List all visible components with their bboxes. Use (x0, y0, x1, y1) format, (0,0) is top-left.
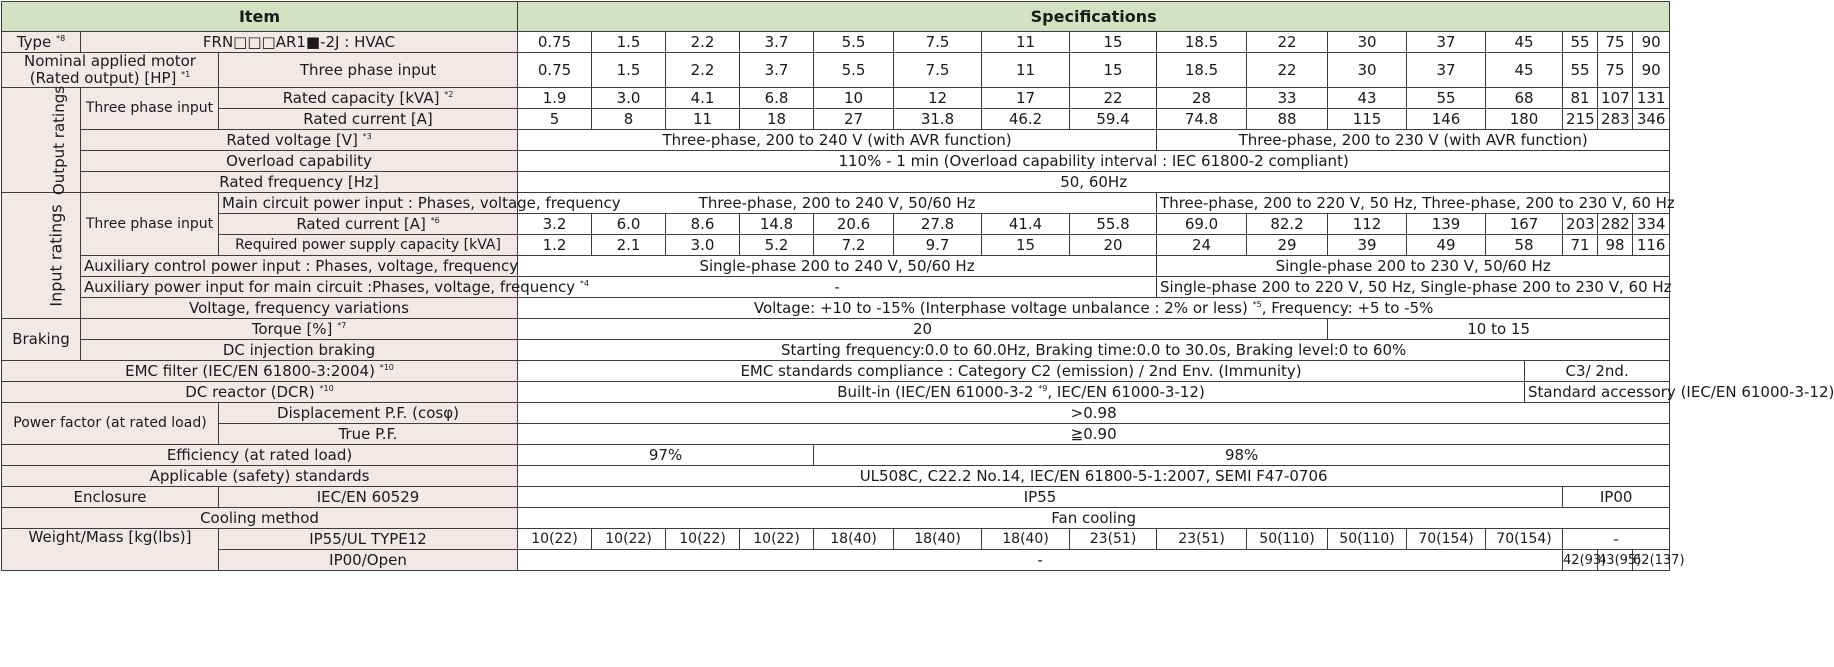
aux-main-row (2, 277, 1670, 298)
aux-control-a: Single-phase 200 to 240 V, 50/60 Hz (518, 256, 1157, 277)
rated-capacity-value: 55 (1407, 88, 1486, 109)
weight-ip55-value: 50(110) (1247, 529, 1328, 550)
input-current-value: 139 (1407, 214, 1486, 235)
motor-row (2, 53, 1670, 88)
output-current-value: 180 (1486, 109, 1563, 130)
output-current-value: 27 (814, 109, 894, 130)
efficiency-label: Efficiency (at rated load) (2, 445, 518, 466)
output-current-value: 8 (592, 109, 666, 130)
dc-braking-row (2, 340, 1670, 361)
motor-value: 75 (1598, 53, 1633, 88)
aux-main-a: - (518, 277, 1157, 298)
rated-voltage-row (2, 130, 1670, 151)
item-header: Item (2, 2, 518, 32)
input-current-value: 203 (1563, 214, 1598, 235)
motor-sub-label: Three phase input (219, 53, 518, 88)
supply-capacity-value: 15 (982, 235, 1070, 256)
rated-capacity-value: 68 (1486, 88, 1563, 109)
motor-value: 15 (1070, 53, 1157, 88)
efficiency-a: 97% (518, 445, 814, 466)
aux-main-b: Single-phase 200 to 220 V, 50 Hz, Single-phase 200 to 230 V, 60 Hz (1157, 277, 1670, 298)
rated-capacity-value: 4.1 (666, 88, 740, 109)
weight-ip55-value: 23(51) (1157, 529, 1247, 550)
specifications-header: Specifications (518, 2, 1670, 32)
output-current-value: 88 (1247, 109, 1328, 130)
rated-capacity-label: Rated capacity [kVA] $^{*2}$ (219, 88, 518, 109)
motor-value: 11 (982, 53, 1070, 88)
type-value: 75 (1598, 32, 1633, 53)
motor-value: 22 (1247, 53, 1328, 88)
type-value: 45 (1486, 32, 1563, 53)
aux-control-label: Auxiliary control power input : Phases, voltage, frequency (81, 256, 518, 277)
output-ratings-group-label: Output ratings (2, 88, 81, 193)
dcr-row (2, 382, 1670, 403)
rated-capacity-value: 43 (1328, 88, 1407, 109)
motor-value: 0.75 (518, 53, 592, 88)
overload-row (2, 151, 1670, 172)
rated-voltage-label: Rated voltage [V] $^{*3}$ (81, 130, 518, 151)
efficiency-row (2, 445, 1670, 466)
weight-label: Weight/Mass [kg(lbs)] (2, 529, 219, 571)
type-value: 90 (1633, 32, 1670, 53)
variation-row (2, 298, 1670, 319)
input-current-value: 3.2 (518, 214, 592, 235)
true-pf-label: True P.F. (219, 424, 518, 445)
output-current-value: 146 (1407, 109, 1486, 130)
output-rated-current-label: Rated current [A] (219, 109, 518, 130)
standards-value: UL508C, C22.2 No.14, IEC/EN 61800-5-1:2007, SEMI F47-0706 (518, 466, 1670, 487)
true-pf-value: ≧0.90 (518, 424, 1670, 445)
braking-label: Braking (2, 319, 81, 361)
weight-ip55-value: 70(154) (1486, 529, 1563, 550)
supply-capacity-value: 20 (1070, 235, 1157, 256)
motor-value: 18.5 (1157, 53, 1247, 88)
output-current-value: 11 (666, 109, 740, 130)
efficiency-b: 98% (814, 445, 1670, 466)
power-factor-label: Power factor (at rated load) (2, 403, 219, 445)
dcr-b: Standard accessory (IEC/EN 61000-3-12) (1525, 382, 1670, 403)
supply-capacity-value: 24 (1157, 235, 1247, 256)
variation-value: Voltage: +10 to -15% (Interphase voltage unbalance : 2% or less) $^{*5}$, Frequency: +5 to -5% (518, 298, 1670, 319)
motor-value: 3.7 (740, 53, 814, 88)
rated-capacity-value: 22 (1070, 88, 1157, 109)
main-power-row (2, 193, 1670, 214)
input-current-value: 69.0 (1157, 214, 1247, 235)
enclosure-row (2, 487, 1670, 508)
type-value: 5.5 (814, 32, 894, 53)
type-value: 11 (982, 32, 1070, 53)
aux-main-label: Auxiliary power input for main circuit :Phases, voltage, frequency $^{*4}$ (81, 277, 518, 298)
cooling-value: Fan cooling (518, 508, 1670, 529)
weight-ip55-value: 18(40) (982, 529, 1070, 550)
type-value: 7.5 (894, 32, 982, 53)
supply-capacity-value: 7.2 (814, 235, 894, 256)
header-row (2, 2, 1670, 32)
torque-a: 20 (518, 319, 1328, 340)
rated-voltage-a: Three-phase, 200 to 240 V (with AVR function) (518, 130, 1157, 151)
output-current-value: 5 (518, 109, 592, 130)
specifications-table (1, 1, 1834, 571)
output-current-row (2, 109, 1670, 130)
cooling-row (2, 508, 1670, 529)
weight-ip00-value: 62(137) (1633, 550, 1670, 571)
supply-capacity-value: 98 (1598, 235, 1633, 256)
output-current-value: 283 (1598, 109, 1633, 130)
input-current-value: 6.0 (592, 214, 666, 235)
type-value: 2.2 (666, 32, 740, 53)
enclosure-b: IP00 (1563, 487, 1670, 508)
supply-capacity-value: 29 (1247, 235, 1328, 256)
input-ratings-group-label: Input ratings (2, 193, 81, 319)
rated-capacity-value: 3.0 (592, 88, 666, 109)
supply-capacity-value: 116 (1633, 235, 1670, 256)
output-current-value: 18 (740, 109, 814, 130)
input-rated-current-label: Rated current [A] $^{*6}$ (219, 214, 518, 235)
main-power-a: Three-phase, 200 to 240 V, 50/60 Hz (518, 193, 1157, 214)
supply-capacity-value: 2.1 (592, 235, 666, 256)
enclosure-a: IP55 (518, 487, 1563, 508)
rated-capacity-value: 10 (814, 88, 894, 109)
aux-control-b: Single-phase 200 to 230 V, 50/60 Hz (1157, 256, 1670, 277)
output-current-value: 115 (1328, 109, 1407, 130)
main-power-b: Three-phase, 200 to 220 V, 50 Hz, Three-phase, 200 to 230 V, 60 Hz (1157, 193, 1670, 214)
emc-a: EMC standards compliance : Category C2 (emission) / 2nd Env. (Immunity) (518, 361, 1525, 382)
weight-ip55-value: 70(154) (1407, 529, 1486, 550)
rated-capacity-value: 107 (1598, 88, 1633, 109)
motor-value: 5.5 (814, 53, 894, 88)
torque-b: 10 to 15 (1328, 319, 1670, 340)
input-current-value: 282 (1598, 214, 1633, 235)
emc-row (2, 361, 1670, 382)
weight-ip55-value: 50(110) (1328, 529, 1407, 550)
motor-label: Nominal applied motor (Rated output) [HP] $^{*1}$ (2, 53, 219, 88)
variation-label: Voltage, frequency variations (81, 298, 518, 319)
weight-ip55-value: 23(51) (1070, 529, 1157, 550)
weight-ip55-value: 18(40) (894, 529, 982, 550)
rated-voltage-b: Three-phase, 200 to 230 V (with AVR function) (1157, 130, 1670, 151)
motor-value: 30 (1328, 53, 1407, 88)
emc-b: C3/ 2nd. (1525, 361, 1670, 382)
input-current-row (2, 214, 1670, 235)
rated-capacity-value: 131 (1633, 88, 1670, 109)
type-value: 3.7 (740, 32, 814, 53)
weight-ip00-row (2, 550, 1670, 571)
enclosure-sub-label: IEC/EN 60529 (219, 487, 518, 508)
input-current-value: 14.8 (740, 214, 814, 235)
rated-frequency-value: 50, 60Hz (518, 172, 1670, 193)
weight-ip55-label: IP55/UL TYPE12 (219, 529, 518, 550)
rated-capacity-value: 81 (1563, 88, 1598, 109)
cooling-label: Cooling method (2, 508, 518, 529)
rated-frequency-row (2, 172, 1670, 193)
supply-capacity-value: 71 (1563, 235, 1598, 256)
motor-value: 45 (1486, 53, 1563, 88)
motor-value: 1.5 (592, 53, 666, 88)
supply-capacity-value: 1.2 (518, 235, 592, 256)
input-three-phase-label: Three phase input (81, 193, 219, 256)
main-power-label: Main circuit power input : Phases, voltage, frequency (219, 193, 518, 214)
rated-capacity-value: 6.8 (740, 88, 814, 109)
output-three-phase-label: Three phase input (81, 88, 219, 130)
type-value: 15 (1070, 32, 1157, 53)
weight-ip55-value: 10(22) (592, 529, 666, 550)
supply-capacity-value: 5.2 (740, 235, 814, 256)
output-current-value: 346 (1633, 109, 1670, 130)
true-pf-row (2, 424, 1670, 445)
overload-value: 110% - 1 min (Overload capability interval : IEC 61800-2 compliant) (518, 151, 1670, 172)
supply-capacity-value: 9.7 (894, 235, 982, 256)
supply-capacity-value: 3.0 (666, 235, 740, 256)
motor-value: 2.2 (666, 53, 740, 88)
motor-value: 55 (1563, 53, 1598, 88)
input-current-value: 8.6 (666, 214, 740, 235)
weight-ip55-value: 18(40) (814, 529, 894, 550)
type-model: FRN□□□AR1■-2J : HVAC (81, 32, 518, 53)
rated-capacity-value: 12 (894, 88, 982, 109)
rated-capacity-value: 33 (1247, 88, 1328, 109)
supply-capacity-row (2, 235, 1670, 256)
supply-capacity-value: 58 (1486, 235, 1563, 256)
standards-row (2, 466, 1670, 487)
input-current-value: 41.4 (982, 214, 1070, 235)
type-row (2, 32, 1670, 53)
output-current-value: 215 (1563, 109, 1598, 130)
output-current-value: 46.2 (982, 109, 1070, 130)
dcr-a: Built-in (IEC/EN 61000-3-2 $^{*9}$, IEC/EN 61000-3-12) (518, 382, 1525, 403)
motor-value: 37 (1407, 53, 1486, 88)
dcr-label: DC reactor (DCR) $^{*10}$ (2, 382, 518, 403)
overload-label: Overload capability (81, 151, 518, 172)
input-current-value: 55.8 (1070, 214, 1157, 235)
type-value: 1.5 (592, 32, 666, 53)
weight-ip55-row (2, 529, 1670, 550)
displacement-pf-row (2, 403, 1670, 424)
type-value: 55 (1563, 32, 1598, 53)
displacement-pf-label: Displacement P.F. (cosφ) (219, 403, 518, 424)
motor-value: 90 (1633, 53, 1670, 88)
type-value: 0.75 (518, 32, 592, 53)
type-value: 37 (1407, 32, 1486, 53)
rated-capacity-value: 17 (982, 88, 1070, 109)
supply-capacity-label: Required power supply capacity [kVA] (219, 235, 518, 256)
supply-capacity-value: 39 (1328, 235, 1407, 256)
torque-label: Torque [%] $^{*7}$ (81, 319, 518, 340)
weight-ip00-value: 43(95) (1598, 550, 1633, 571)
supply-capacity-value: 49 (1407, 235, 1486, 256)
type-value: 18.5 (1157, 32, 1247, 53)
weight-ip00-dash: - (518, 550, 1563, 571)
emc-label: EMC filter (IEC/EN 61800-3:2004) $^{*10}$ (2, 361, 518, 382)
weight-ip00-value: 42(93) (1563, 550, 1598, 571)
input-current-value: 334 (1633, 214, 1670, 235)
weight-ip55-value: 10(22) (518, 529, 592, 550)
enclosure-label: Enclosure (2, 487, 219, 508)
torque-row (2, 319, 1670, 340)
dc-braking-label: DC injection braking (81, 340, 518, 361)
rated-capacity-value: 1.9 (518, 88, 592, 109)
type-label: Type $^{*8}$ (2, 32, 81, 53)
output-current-value: 74.8 (1157, 109, 1247, 130)
weight-ip55-rest: - (1563, 529, 1670, 550)
rated-frequency-label: Rated frequency [Hz] (81, 172, 518, 193)
rated-capacity-value: 28 (1157, 88, 1247, 109)
displacement-pf-value: >0.98 (518, 403, 1670, 424)
output-capacity-row (2, 88, 1670, 109)
weight-ip00-label: IP00/Open (219, 550, 518, 571)
input-current-value: 82.2 (1247, 214, 1328, 235)
weight-ip55-value: 10(22) (666, 529, 740, 550)
type-value: 22 (1247, 32, 1328, 53)
output-current-value: 31.8 (894, 109, 982, 130)
weight-ip55-value: 10(22) (740, 529, 814, 550)
standards-label: Applicable (safety) standards (2, 466, 518, 487)
dc-braking-value: Starting frequency:0.0 to 60.0Hz, Braking time:0.0 to 30.0s, Braking level:0 to 60% (518, 340, 1670, 361)
type-value: 30 (1328, 32, 1407, 53)
input-current-value: 20.6 (814, 214, 894, 235)
input-current-value: 167 (1486, 214, 1563, 235)
input-current-value: 112 (1328, 214, 1407, 235)
motor-value: 7.5 (894, 53, 982, 88)
aux-control-row (2, 256, 1670, 277)
input-current-value: 27.8 (894, 214, 982, 235)
output-current-value: 59.4 (1070, 109, 1157, 130)
